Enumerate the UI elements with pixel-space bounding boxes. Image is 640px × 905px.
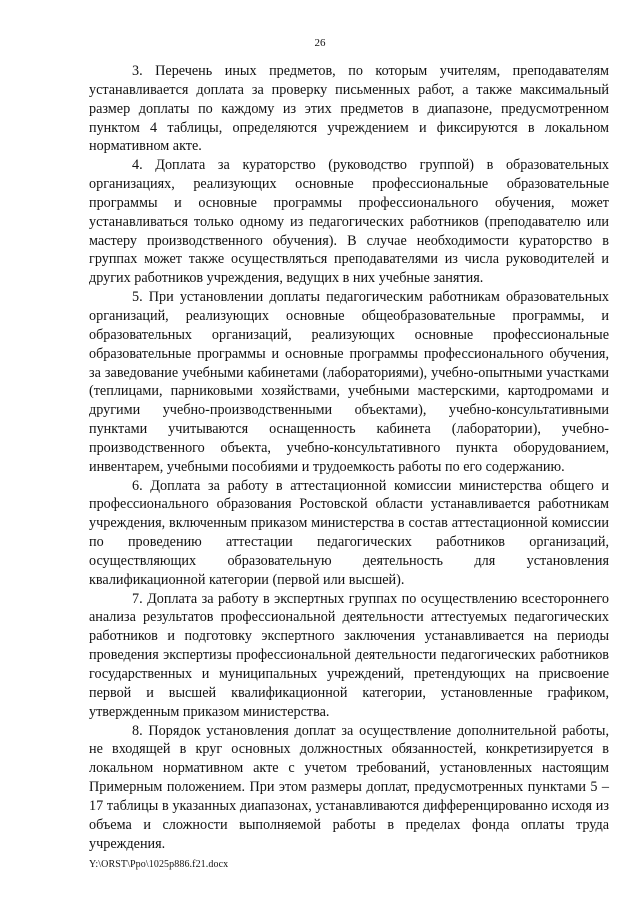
footer-file-path: Y:\ORST\Ppo\1025p886.f21.docx xyxy=(89,859,229,870)
paragraph-4: 4. Доплата за кураторство (руководство группой) в образовательных организациях, реализующих основные профессиональные образовательные программы и основные программы профессионального обучения, может устанавливаться только одному из педагогических работников (преподавателю или мастеру производственного обучения). В случае необходимости кураторство в группах может также осуществляться преподавателями из числа руководителей и других работников учреждения, ведущих в них учебные занятия. xyxy=(89,157,609,287)
paragraph-3: 3. Перечень иных предметов, по которым учителям, преподавателям устанавливается доплата за проверку письменных работ, а также максимальный размер доплаты по каждому из этих предметов в диапазоне, предусмотренном пунктом 4 таблицы, определяются учреждением и фиксируются в локальном нормативном акте. xyxy=(89,63,609,155)
paragraph-8: 8. Порядок установления доплат за осуществление дополнительной работы, не входящей в круг основных должностных обязанностей, конкретизируется в локальном нормативном акте с учетом требований, установленных настоящим Примерным положением. При этом размеры доплат, предусмотренных пунктами 5 – 17 таблицы в указанных диапазонах, устанавливаются дифференцированно исходя из объема и сложности выполняемой работы в пределах фонда оплаты труда учреждения. xyxy=(89,722,609,852)
paragraph-7: 7. Доплата за работу в экспертных группах по осуществлению всестороннего анализа результатов профессиональной деятельности аттестуемых педагогических работников и подготовку экспертного заключения устанавливается на периоды проведения экспертизы профессиональной деятельности педагогических работников государственных и муниципальных учреждений, претендующих на присвоение первой и высшей квалификационной категории, установленные графиком, утвержденным приказом министерства. xyxy=(89,590,609,720)
document-body xyxy=(89,62,609,853)
paragraph-5: 5. При установлении доплаты педагогическим работникам образовательных организаций, реализующих основные общеобразовательные программы, и образовательных организаций, реализующих основные профессиональные образовательные программы и основные программы профессионального обучения, за заведование учебными кабинетами (лабораториями), учебно-опытными участками (теплицами, парниковыми хозяйствами, учебными мастерскими, картодромами и другими учебно-производственными объектами), учебно-консультативными пунктами учитываются оснащенность кабинета (лаборатории), учебно-производственного объекта, учебно-консультативного пункта оборудованием, инвентарем, учебными пособиями и трудоемкость работы по его содержанию. xyxy=(89,289,609,475)
paragraph-6: 6. Доплата за работу в аттестационной комиссии министерства общего и профессионального образования Ростовской области устанавливается работникам учреждения, включенным приказом министерства в состав аттестационной комиссии по проведению аттестации педагогических работников организаций, осуществляющих образовательную деятельность для установления квалификационной категории (первой или высшей). xyxy=(89,477,609,588)
page-number: 26 xyxy=(314,37,326,49)
